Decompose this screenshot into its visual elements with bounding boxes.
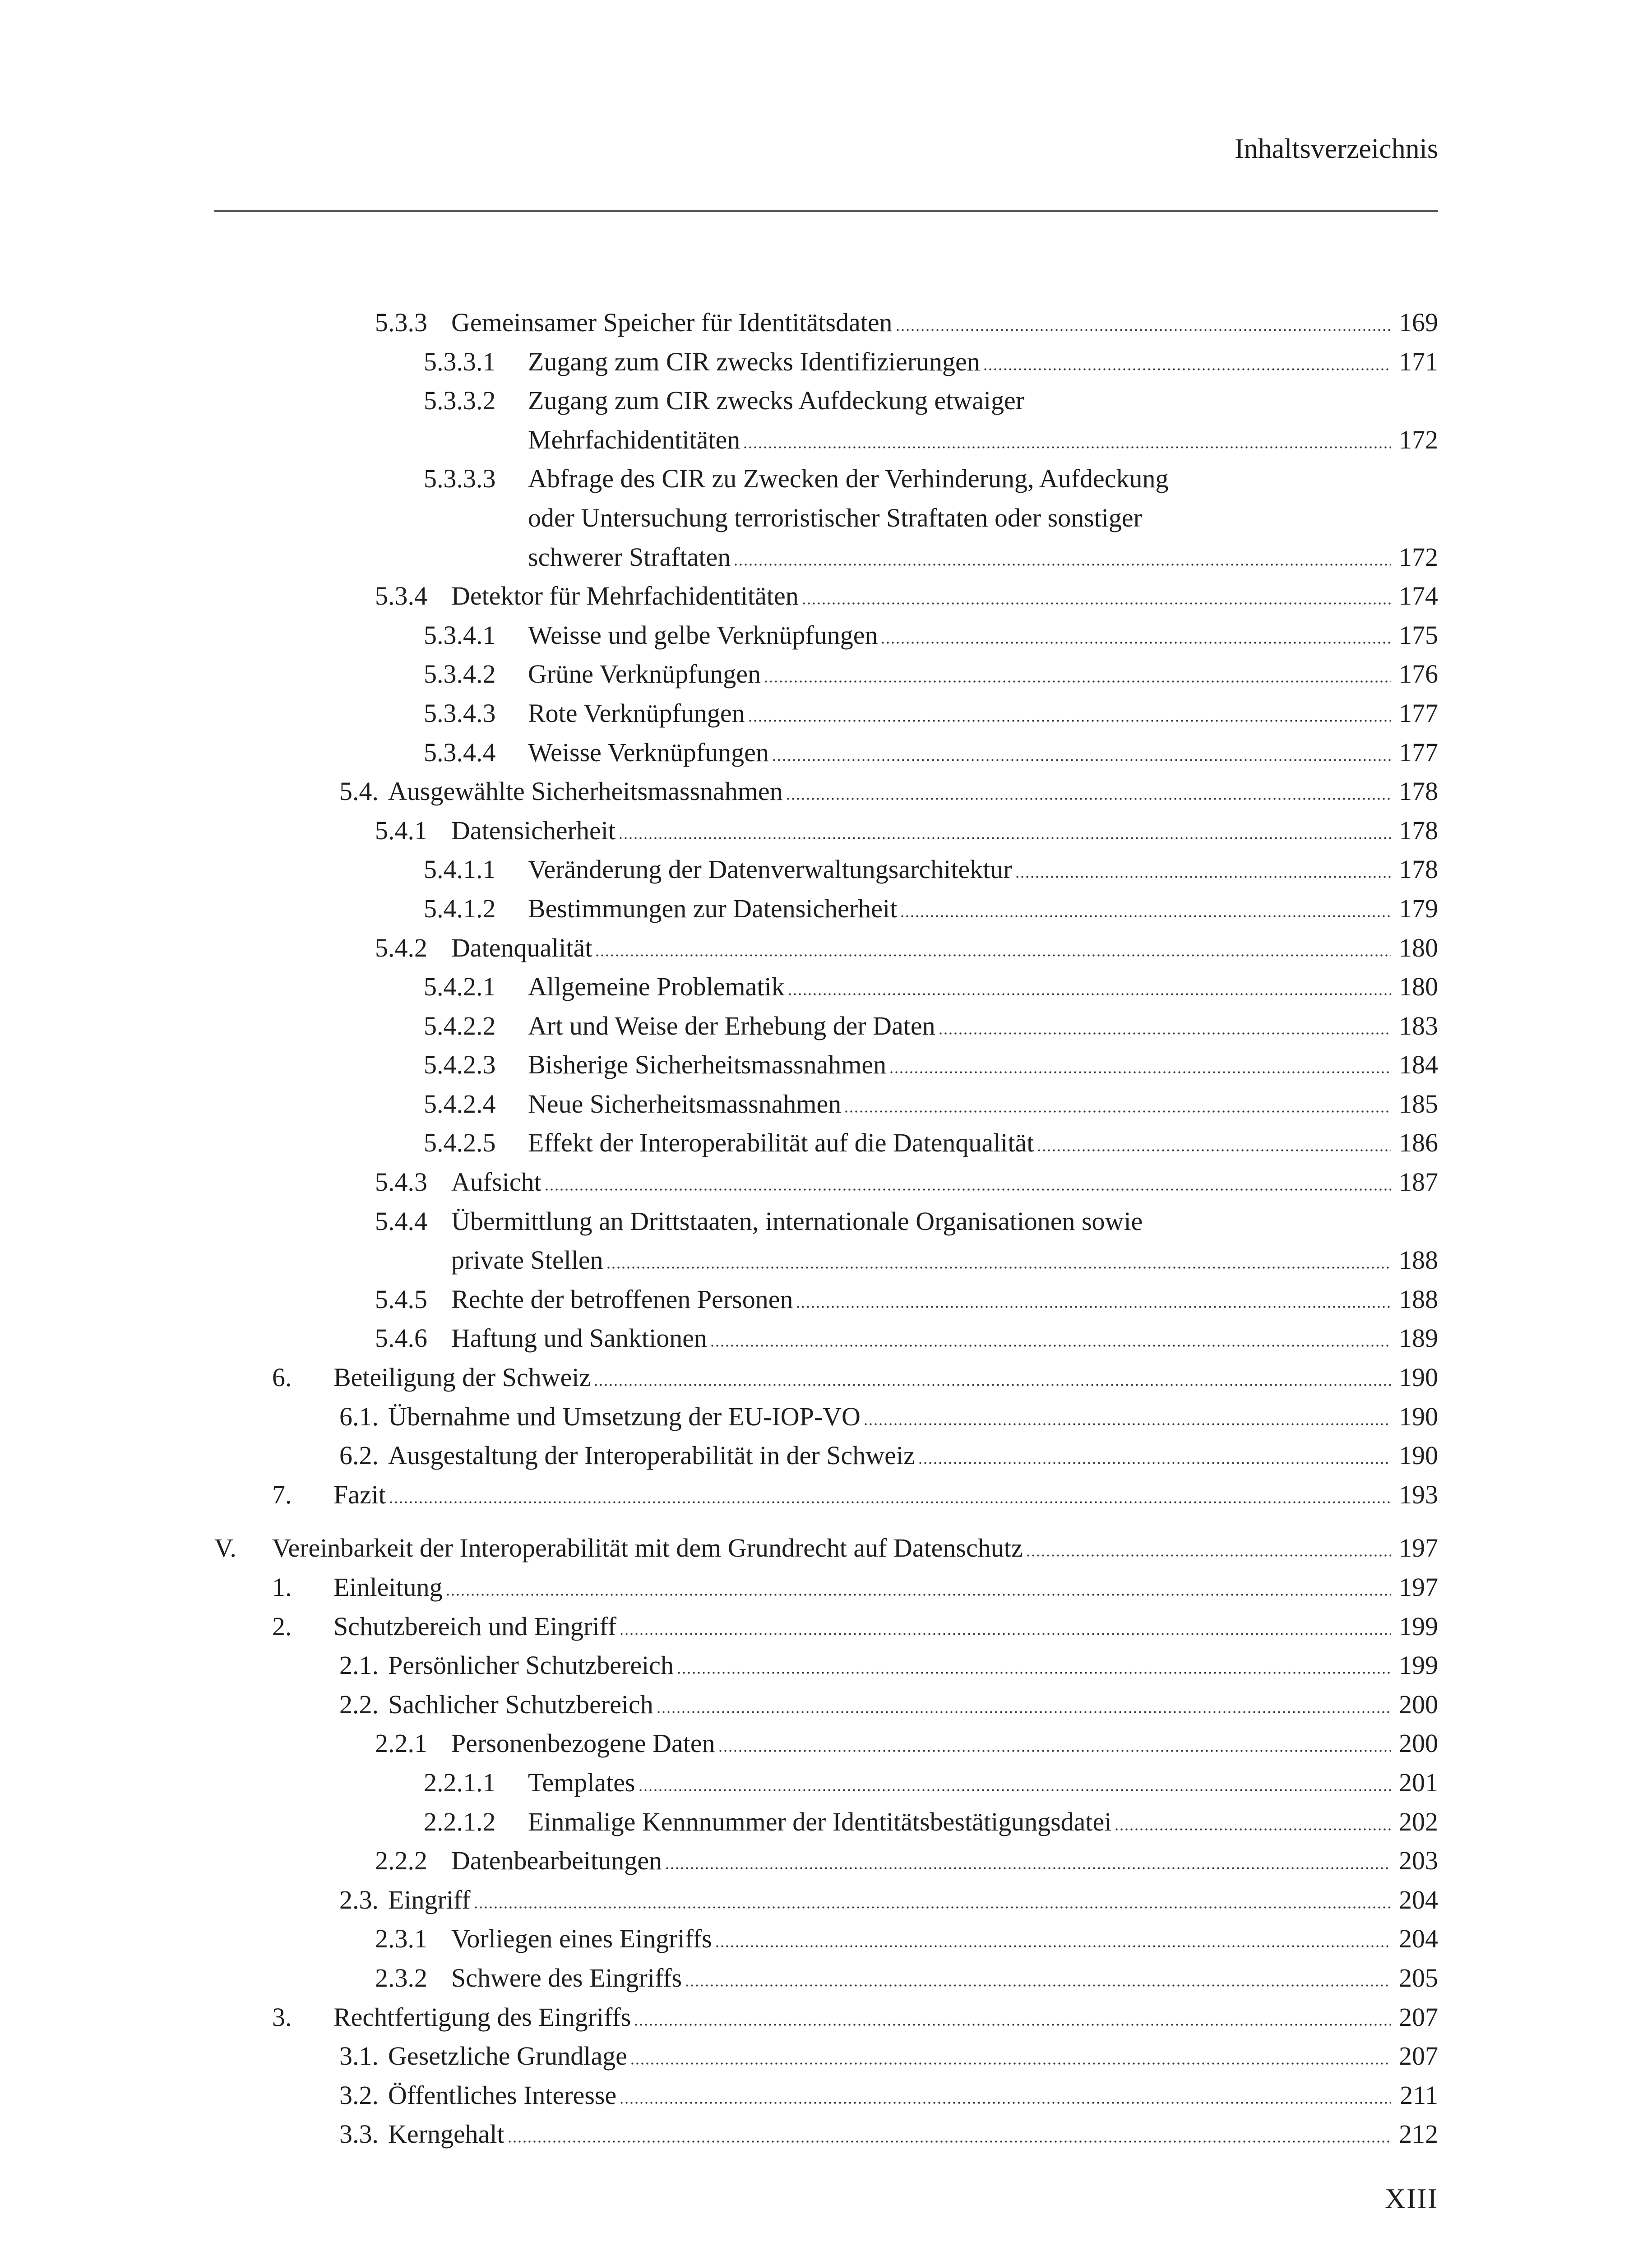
toc-entry-page: 188 [1399, 1245, 1438, 1275]
toc-entry-page: 184 [1399, 1050, 1438, 1080]
toc-entry-title: Einmalige Kennnummer der Identitätsbestätigungsdatei [528, 1807, 1112, 1836]
toc-entry-title: Abfrage des CIR zu Zwecken der Verhinderung, Aufdeckung [528, 464, 1169, 494]
toc-entry-page: 204 [1399, 1924, 1438, 1954]
toc-entry-number: 5.4.3 [375, 1167, 427, 1197]
dot-leader [733, 564, 1391, 566]
toc-entry[interactable] [0, 655, 1652, 694]
dot-leader [1114, 1828, 1391, 1831]
dot-leader [685, 1984, 1391, 1987]
dot-leader [638, 1789, 1391, 1791]
header-rule [214, 210, 1438, 212]
toc-entry[interactable] [0, 2076, 1652, 2115]
toc-entry-page: 197 [1399, 1533, 1438, 1563]
toc-entry-page: 178 [1399, 815, 1438, 845]
toc-entry[interactable] [0, 342, 1652, 382]
toc-entry-number: V. [214, 1533, 236, 1563]
toc-entry-number: 6.2. [339, 1441, 379, 1470]
dot-leader [715, 1945, 1391, 1947]
dot-leader [618, 837, 1391, 839]
toc-entry[interactable] [0, 694, 1652, 733]
toc-entry-page: 207 [1399, 2041, 1438, 2071]
toc-entry[interactable] [0, 1568, 1652, 1607]
dot-leader [593, 1384, 1391, 1386]
toc-entry-page: 180 [1399, 933, 1438, 962]
toc-entry-page: 172 [1399, 425, 1438, 454]
toc-entry-page: 190 [1399, 1401, 1438, 1431]
toc-entry[interactable] [0, 1763, 1652, 1803]
dot-leader [880, 642, 1391, 644]
toc-entry-title: oder Untersuchung terroristischer Straftaten oder sonstiger [528, 503, 1142, 532]
toc-entry-title: Sachlicher Schutzbereich [388, 1689, 653, 1719]
toc-entry-title: Weisse und gelbe Verknüpfungen [528, 620, 878, 650]
dot-leader [743, 446, 1391, 448]
dot-leader [710, 1345, 1391, 1347]
dot-leader [473, 1906, 1391, 1909]
toc-entry[interactable] [0, 1959, 1652, 1998]
toc-entry[interactable] [0, 1881, 1652, 1920]
toc-entry-page: 207 [1399, 2002, 1438, 2032]
toc-entry[interactable] [0, 1841, 1652, 1881]
toc-entry[interactable] [0, 1280, 1652, 1319]
dot-leader [606, 1267, 1391, 1269]
toc-entry-title: Öffentliches Interesse [388, 2080, 617, 2110]
toc-entry[interactable] [0, 772, 1652, 811]
toc-entry[interactable] [0, 1163, 1652, 1202]
dot-leader [619, 1633, 1391, 1635]
toc-entry-page: 183 [1399, 1011, 1438, 1040]
toc-entry-number: 5.3.4.2 [424, 659, 496, 689]
toc-entry-number: 5.4.1.2 [424, 893, 496, 923]
toc-entry-number: 2.2.1.1 [424, 1767, 496, 1797]
table-of-contents [0, 303, 1652, 2154]
dot-leader [630, 2062, 1391, 2065]
toc-entry[interactable] [0, 459, 1652, 577]
toc-entry[interactable] [0, 1358, 1652, 1397]
dot-leader [786, 798, 1391, 800]
toc-entry-title: Ausgewählte Sicherheitsmassnahmen [388, 777, 783, 806]
toc-entry[interactable] [0, 1007, 1652, 1046]
toc-entry-number: 5.3.4.3 [424, 698, 496, 728]
toc-entry-page: 205 [1399, 1963, 1438, 1992]
dot-leader [889, 1071, 1391, 1073]
toc-entry-title: Effekt der Interoperabilität auf die Datenqualität [528, 1128, 1034, 1158]
toc-entry-title: Übernahme und Umsetzung der EU-IOP-VO [388, 1401, 861, 1431]
toc-entry-page: 189 [1399, 1323, 1438, 1353]
toc-entry[interactable] [0, 1397, 1652, 1437]
toc-entry-title: Vorliegen eines Eingriffs [451, 1924, 712, 1954]
toc-entry-title: Übermittlung an Drittstaaten, internationale Organisationen sowie [451, 1206, 1143, 1236]
toc-entry-title: Rechte der betroffenen Personen [451, 1284, 793, 1314]
toc-entry[interactable] [0, 811, 1652, 851]
toc-entry-title: Aufsicht [451, 1167, 541, 1197]
toc-entry-title: Grüne Verknüpfungen [528, 659, 761, 689]
toc-entry-title: Schwere des Eingriffs [451, 1963, 682, 1992]
toc-entry-number: 5.4.1 [375, 815, 427, 845]
toc-entry-title: Art und Weise der Erhebung der Daten [528, 1011, 935, 1040]
toc-entry-page: 190 [1399, 1363, 1438, 1392]
toc-entry-number: 5.4.2 [375, 933, 427, 962]
toc-entry-page: 172 [1399, 542, 1438, 572]
toc-entry-title: Schutzbereich und Eingriff [333, 1611, 617, 1641]
toc-entry-page: 178 [1399, 855, 1438, 884]
toc-entry-page: 175 [1399, 620, 1438, 650]
toc-entry[interactable] [0, 577, 1652, 616]
toc-entry-title: Mehrfachidentitäten [528, 425, 740, 454]
toc-entry-number: 2.3.2 [375, 1963, 427, 1992]
toc-entry-page: 212 [1399, 2119, 1438, 2149]
toc-entry-page: 201 [1399, 1767, 1438, 1797]
toc-entry-page: 177 [1399, 737, 1438, 767]
toc-entry-title: Datenbearbeitungen [451, 1846, 662, 1876]
toc-entry-number: 5.4.2.2 [424, 1011, 496, 1040]
toc-entry-number: 2.2.2 [375, 1846, 427, 1876]
toc-entry-number: 5.4.6 [375, 1323, 427, 1353]
toc-entry-page: 185 [1399, 1089, 1438, 1119]
toc-entry[interactable] [0, 967, 1652, 1007]
toc-entry-page: 211 [1400, 2080, 1438, 2110]
toc-entry[interactable] [0, 1803, 1652, 1842]
toc-entry[interactable] [0, 1123, 1652, 1163]
toc-entry-title: Veränderung der Datenverwaltungsarchitektur [528, 855, 1012, 884]
dot-leader [676, 1672, 1391, 1674]
dot-leader [1037, 1149, 1391, 1151]
toc-entry[interactable] [0, 1724, 1652, 1763]
toc-entry-title: Detektor für Mehrfachidentitäten [451, 581, 799, 611]
toc-entry-title: Neue Sicherheitsmassnahmen [528, 1089, 842, 1119]
dot-leader [787, 993, 1391, 995]
toc-entry[interactable] [0, 1202, 1652, 1280]
toc-entry-page: 178 [1399, 777, 1438, 806]
dot-leader [772, 759, 1391, 761]
toc-entry-title: Rote Verknüpfungen [528, 698, 745, 728]
toc-entry-page: 188 [1399, 1284, 1438, 1314]
toc-entry-title: Vereinbarkeit der Interoperabilität mit dem Grundrecht auf Datenschutz [272, 1533, 1023, 1563]
toc-entry-number: 5.3.4.4 [424, 737, 496, 767]
toc-entry-number: 1. [272, 1572, 292, 1602]
toc-entry[interactable] [0, 1475, 1652, 1515]
toc-entry[interactable] [0, 1436, 1652, 1475]
dot-leader [1026, 1554, 1391, 1557]
toc-entry-number: 2.2. [339, 1689, 379, 1719]
toc-entry-title: Personenbezogene Daten [451, 1729, 715, 1758]
toc-entry-title: Zugang zum CIR zwecks Aufdeckung etwaiger [528, 386, 1025, 416]
toc-entry-page: 187 [1399, 1167, 1438, 1197]
dot-leader [665, 1867, 1391, 1869]
toc-entry-title: Haftung und Sanktionen [451, 1323, 708, 1353]
toc-entry-number: 7. [272, 1479, 292, 1509]
toc-entry-page: 199 [1399, 1650, 1438, 1680]
page-number: XIII [1384, 2182, 1438, 2214]
toc-entry-number: 3.2. [339, 2080, 379, 2110]
toc-entry[interactable] [0, 2115, 1652, 2154]
toc-entry-number: 2. [272, 1611, 292, 1641]
toc-entry-number: 2.2.1.2 [424, 1807, 496, 1836]
dot-leader [595, 954, 1391, 957]
toc-entry[interactable] [0, 1319, 1652, 1358]
dot-leader [1015, 876, 1391, 878]
toc-entry-title: Weisse Verknüpfungen [528, 737, 769, 767]
toc-entry-page: 202 [1399, 1807, 1438, 1836]
dot-leader [619, 2102, 1391, 2104]
toc-entry-title: Datensicherheit [451, 815, 615, 845]
toc-entry-number: 5.3.4 [375, 581, 427, 611]
toc-entry[interactable] [0, 303, 1652, 342]
toc-entry-number: 5.4.5 [375, 1284, 427, 1314]
toc-entry[interactable] [0, 850, 1652, 889]
toc-entry[interactable] [0, 1045, 1652, 1085]
toc-entry-number: 5.4.2.4 [424, 1089, 496, 1119]
dot-leader [900, 915, 1391, 917]
toc-entry[interactable] [0, 1607, 1652, 1646]
toc-entry-title: Persönlicher Schutzbereich [388, 1650, 674, 1680]
dot-leader [938, 1032, 1391, 1035]
toc-entry-number: 3.1. [339, 2041, 379, 2071]
toc-entry-page: 169 [1399, 308, 1438, 337]
dot-leader [983, 368, 1391, 370]
dot-leader [507, 2140, 1391, 2143]
toc-entry[interactable] [0, 1085, 1652, 1124]
toc-entry-title: Zugang zum CIR zwecks Identifizierungen [528, 347, 980, 376]
toc-entry-title: Kerngehalt [388, 2119, 504, 2149]
toc-entry-number: 3. [272, 2002, 292, 2032]
toc-entry-page: 186 [1399, 1128, 1438, 1158]
dot-leader [796, 1306, 1391, 1308]
toc-entry-number: 5.3.3.2 [424, 386, 496, 416]
toc-entry-number: 5.4.2.3 [424, 1050, 496, 1080]
toc-entry-page: 199 [1399, 1611, 1438, 1641]
toc-entry[interactable] [0, 616, 1652, 655]
toc-entry-number: 5.3.3.1 [424, 347, 496, 376]
dot-leader [918, 1462, 1391, 1464]
dot-leader [863, 1423, 1391, 1425]
toc-entry-page: 193 [1399, 1479, 1438, 1509]
toc-entry-number: 5.3.4.1 [424, 620, 496, 650]
toc-entry[interactable] [0, 889, 1652, 929]
toc-entry-number: 5.3.3 [375, 308, 427, 337]
toc-entry[interactable] [0, 929, 1652, 968]
toc-entry-title: Rechtfertigung des Eingriffs [333, 2002, 631, 2032]
toc-entry-page: 200 [1399, 1689, 1438, 1719]
dot-leader [801, 602, 1391, 605]
toc-entry-number: 5.4.4 [375, 1206, 427, 1236]
toc-entry-number: 5.3.3.3 [424, 464, 496, 494]
toc-entry-page: 190 [1399, 1441, 1438, 1470]
toc-entry-page: 204 [1399, 1885, 1438, 1914]
toc-entry-title: schwerer Straftaten [528, 542, 731, 572]
toc-entry-number: 5.4.2.1 [424, 972, 496, 1002]
toc-entry-title: Beteiligung der Schweiz [333, 1363, 591, 1392]
toc-entry-title: Datenqualität [451, 933, 592, 962]
toc-entry-title: Bisherige Sicherheitsmassnahmen [528, 1050, 887, 1080]
toc-entry-title: Bestimmungen zur Datensicherheit [528, 893, 898, 923]
toc-entry[interactable] [0, 2037, 1652, 2076]
toc-entry-number: 3.3. [339, 2119, 379, 2149]
dot-leader [389, 1501, 1391, 1503]
toc-entry-page: 174 [1399, 581, 1438, 611]
toc-entry-title: Gesetzliche Grundlage [388, 2041, 627, 2071]
toc-entry-title: Eingriff [388, 1885, 471, 1914]
toc-entry-number: 6.1. [339, 1401, 379, 1431]
toc-entry-page: 203 [1399, 1846, 1438, 1876]
dot-leader [634, 2024, 1391, 2026]
toc-entry-number: 6. [272, 1363, 292, 1392]
toc-entry[interactable] [0, 381, 1652, 459]
toc-entry-page: 200 [1399, 1729, 1438, 1758]
toc-entry-number: 5.4. [339, 777, 379, 806]
toc-entry-title: Fazit [333, 1479, 386, 1509]
toc-entry[interactable] [0, 1529, 1652, 1568]
dot-leader [544, 1188, 1391, 1191]
dot-leader [764, 680, 1391, 683]
toc-entry-title: private Stellen [451, 1245, 603, 1275]
toc-entry[interactable] [0, 733, 1652, 772]
toc-entry-title: Gemeinsamer Speicher für Identitätsdaten [451, 308, 893, 337]
toc-entry-number: 2.3.1 [375, 1924, 427, 1954]
dot-leader [895, 329, 1391, 331]
dot-leader [718, 1750, 1391, 1752]
toc-entry-page: 180 [1399, 972, 1438, 1002]
toc-entry-page: 177 [1399, 698, 1438, 728]
dot-leader [748, 720, 1391, 722]
dot-leader [656, 1711, 1391, 1713]
toc-entry-page: 176 [1399, 659, 1438, 689]
toc-entry-number: 2.3. [339, 1885, 379, 1914]
toc-entry[interactable] [0, 1646, 1652, 1685]
toc-entry-page: 197 [1399, 1572, 1438, 1602]
toc-entry-page: 171 [1399, 347, 1438, 376]
dot-leader [844, 1110, 1391, 1113]
toc-entry-title: Templates [528, 1767, 635, 1797]
toc-entry-title: Allgemeine Problematik [528, 972, 785, 1002]
toc-entry-number: 5.4.2.5 [424, 1128, 496, 1158]
toc-entry-page: 179 [1399, 893, 1438, 923]
dot-leader [445, 1594, 1391, 1596]
toc-entry[interactable] [0, 1919, 1652, 1959]
toc-entry-number: 5.4.1.1 [424, 855, 496, 884]
toc-entry-number: 2.1. [339, 1650, 379, 1680]
toc-entry[interactable] [0, 1998, 1652, 2037]
toc-entry-title: Ausgestaltung der Interoperabilität in der Schweiz [388, 1441, 915, 1470]
toc-entry-title: Einleitung [333, 1572, 443, 1602]
running-head-title: Inhaltsverzeichnis [1234, 134, 1438, 164]
toc-entry-number: 2.2.1 [375, 1729, 427, 1758]
toc-entry[interactable] [0, 1685, 1652, 1724]
